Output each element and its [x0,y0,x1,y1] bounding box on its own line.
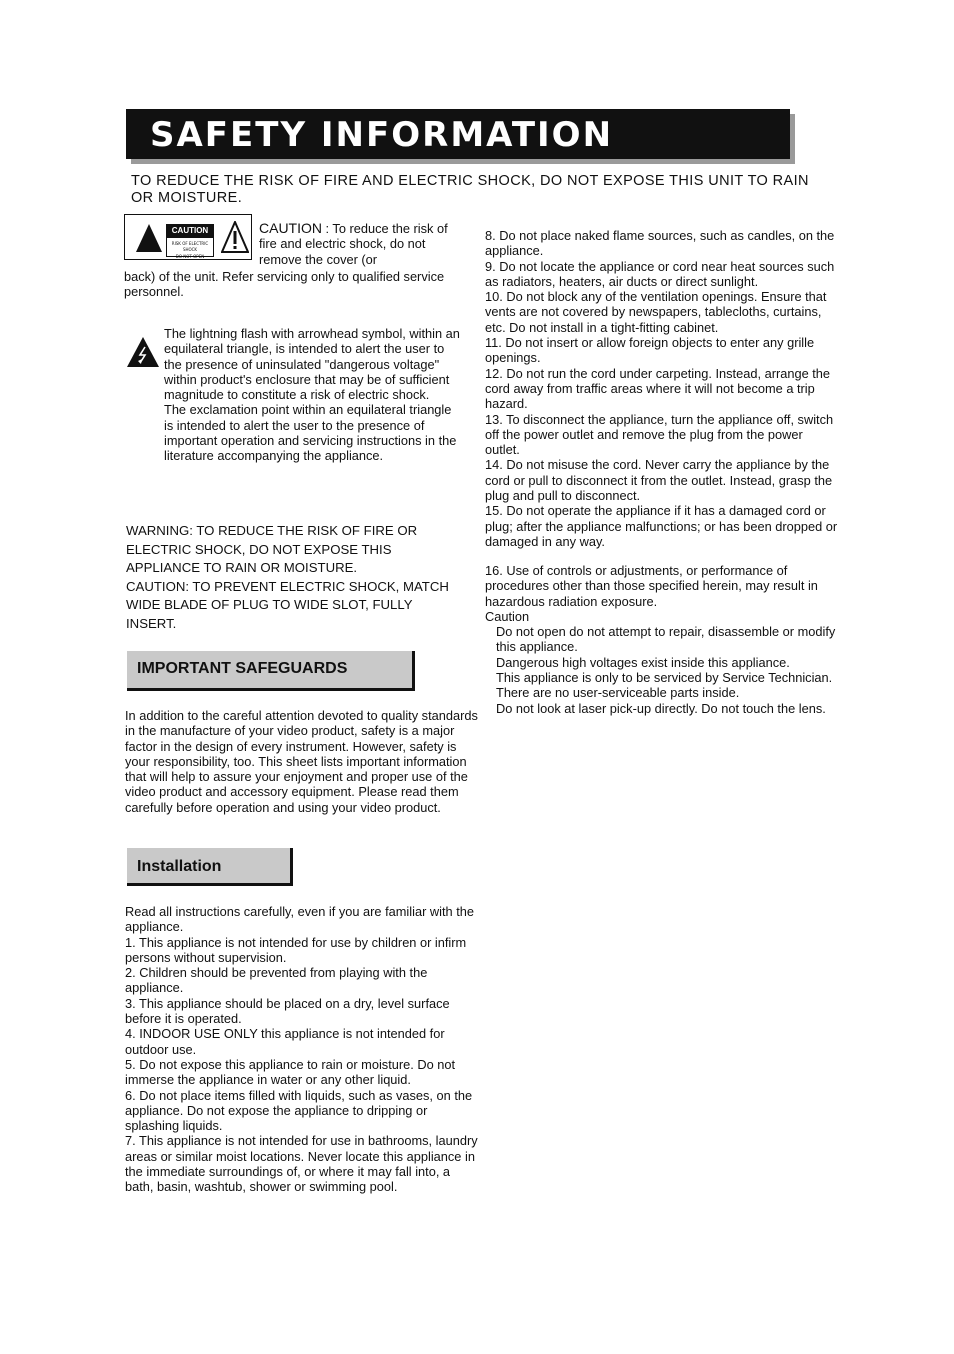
caution-notice-part-1: : To reduce the risk of fire and electric shock, do not remove the cover (or [259,221,448,267]
lightning-triangle-icon [135,223,163,253]
caution-line: Do not look at laser pick-up directly. Do not touch the lens. [496,700,826,716]
caution-label-box [166,224,214,257]
list-item: 4. INDOOR USE ONLY this appliance is not intended for outdoor use. [125,1026,445,1057]
list-item: 7. This appliance is not intended for use in bathrooms, laundry areas or similar moist locations. Never locate this appliance in the immediate surroundings of, or where it may fall into, a bath, basin, washtub, shower or swimming pool. [125,1133,478,1195]
lightning-notice: The lightning flash with arrowhead symbol, within an equilateral triangle, is intended to alert the user to the presence of uninsulated "dangerous voltage" within product's enclosure that may be of sufficient magnitude to constitute a risk of electric shock. [164,326,460,403]
installation-intro: Read all instructions carefully, even if you are familiar with the appliance. [125,904,474,935]
list-item: 12. Do not run the cord under carpeting. Instead, arrange the cord away from traffic areas where it will not become a trip hazard. [485,365,831,412]
intro-warning: TO REDUCE THE RISK OF FIRE AND ELECTRIC SHOCK, DO NOT EXPOSE THIS UNIT TO RAIN OR MOISTURE. [131,173,809,206]
caution-label-heading: CAUTION [167,225,213,238]
list-item: 15. Do not operate the appliance if it has a damaged cord or plug; after the appliance malfunctions; or has been dropped or damaged in any way. [485,503,838,549]
list-item: 10. Do not block any of the ventilation openings. Ensure that vents are not covered by newspapers, tablecloths, curtains, etc. Do not install in a tight-fitting cabinet. [485,289,827,335]
right-column-list [485,228,840,549]
warning-block [126,522,456,634]
list-item: 13. To disconnect the appliance, turn the appliance off, switch off the power outlet and remove the plug from the power outlet. [485,411,834,458]
list-item-16: 16. Use of controls or adjustments, or performance of procedures other than those specified herein, may result in hazardous radiation exposure. [485,563,818,609]
list-item: 11. Do not insert or allow foreign objects to enter any grille openings. [485,335,815,366]
caution-label-line-1: RISK OF ELECTRIC SHOCK [171,241,209,252]
list-item: 9. Do not locate the appliance or cord near heat sources such as radiators, heaters, air ducts or direct sunlight. [485,258,835,289]
installation-heading: Installation [137,858,222,875]
caution-line: Dangerous high voltages exist inside this appliance. [496,654,790,670]
exclamation-triangle-icon [221,221,249,253]
caution-word: CAUTION [259,220,322,236]
list-item: 5. Do not expose this appliance to rain or moisture. Do not immerse the appliance in water or any other liquid. [125,1056,456,1088]
list-item: 6. Do not place items filled with liquids, such as vases, on the appliance. Do not expose the appliance to dripping or splashing liquids. [125,1087,473,1134]
caution-label-line-2: DO NOT OPEN [175,254,205,259]
caution-notice-bottom: back) of the unit. Refer servicing only to qualified service personnel. [124,269,445,300]
list-item: 2. Children should be prevented from playing with the appliance. [125,965,428,996]
installation-heading-bar [127,848,293,886]
caution-line: This appliance is only to be serviced by Service Technician. There are no user-serviceable parts inside. [496,670,833,701]
lightning-warning-icon [126,336,160,368]
symbol-explanations [164,326,464,464]
page-title: SAFETY INFORMATION [150,115,614,155]
caution-section-heading: Caution [485,608,530,624]
list-item: 3. This appliance should be placed on a dry, level surface before it is operated. [125,995,450,1027]
caution-line: Do not open do not attempt to repair, disassemble or modify this appliance. [496,624,836,655]
list-item: 14. Do not misuse the cord. Never carry the appliance by the cord or pull to disconnect it from the outlet. Instead, grasp the plug and pull to disconnect. [485,457,833,504]
caution-notice-top [259,221,459,267]
list-item: 1. This appliance is not intended for use by children or infirm persons without supervision. [125,934,467,965]
safeguards-text: In addition to the careful attention devoted to quality standards in the manufacture of your video product, safety is a major factor in the design of every instrument. However, safety is your responsibility, too. This sheet lists important information that will help to assure your enjoyment and proper use of the video product and accessory equipment. Please read them carefully before operation and using your video product. [125,708,478,815]
caution-label-graphic [124,214,252,260]
title-banner [126,109,790,159]
safeguards-heading-bar [127,651,415,691]
list-item: 8. Do not place naked flame sources, such as candles, on the appliance. [485,228,835,259]
warning-text: WARNING: TO REDUCE THE RISK OF FIRE OR ELECTRIC SHOCK, DO NOT EXPOSE THIS APPLIANCE TO RAIN OR MOISTURE. [126,523,418,576]
safeguards-heading: IMPORTANT SAFEGUARDS [137,660,348,677]
exclamation-notice: The exclamation point within an equilateral triangle is intended to alert the user to the presence of important operation and servicing instructions in the literature accompanying the appliance. [164,402,457,464]
right-column-caution [485,563,840,716]
installation-list [125,904,480,1195]
caution-plug-text: CAUTION: TO PREVENT ELECTRIC SHOCK, MATCH WIDE BLADE OF PLUG TO WIDE SLOT, FULLY INSERT. [126,578,449,631]
